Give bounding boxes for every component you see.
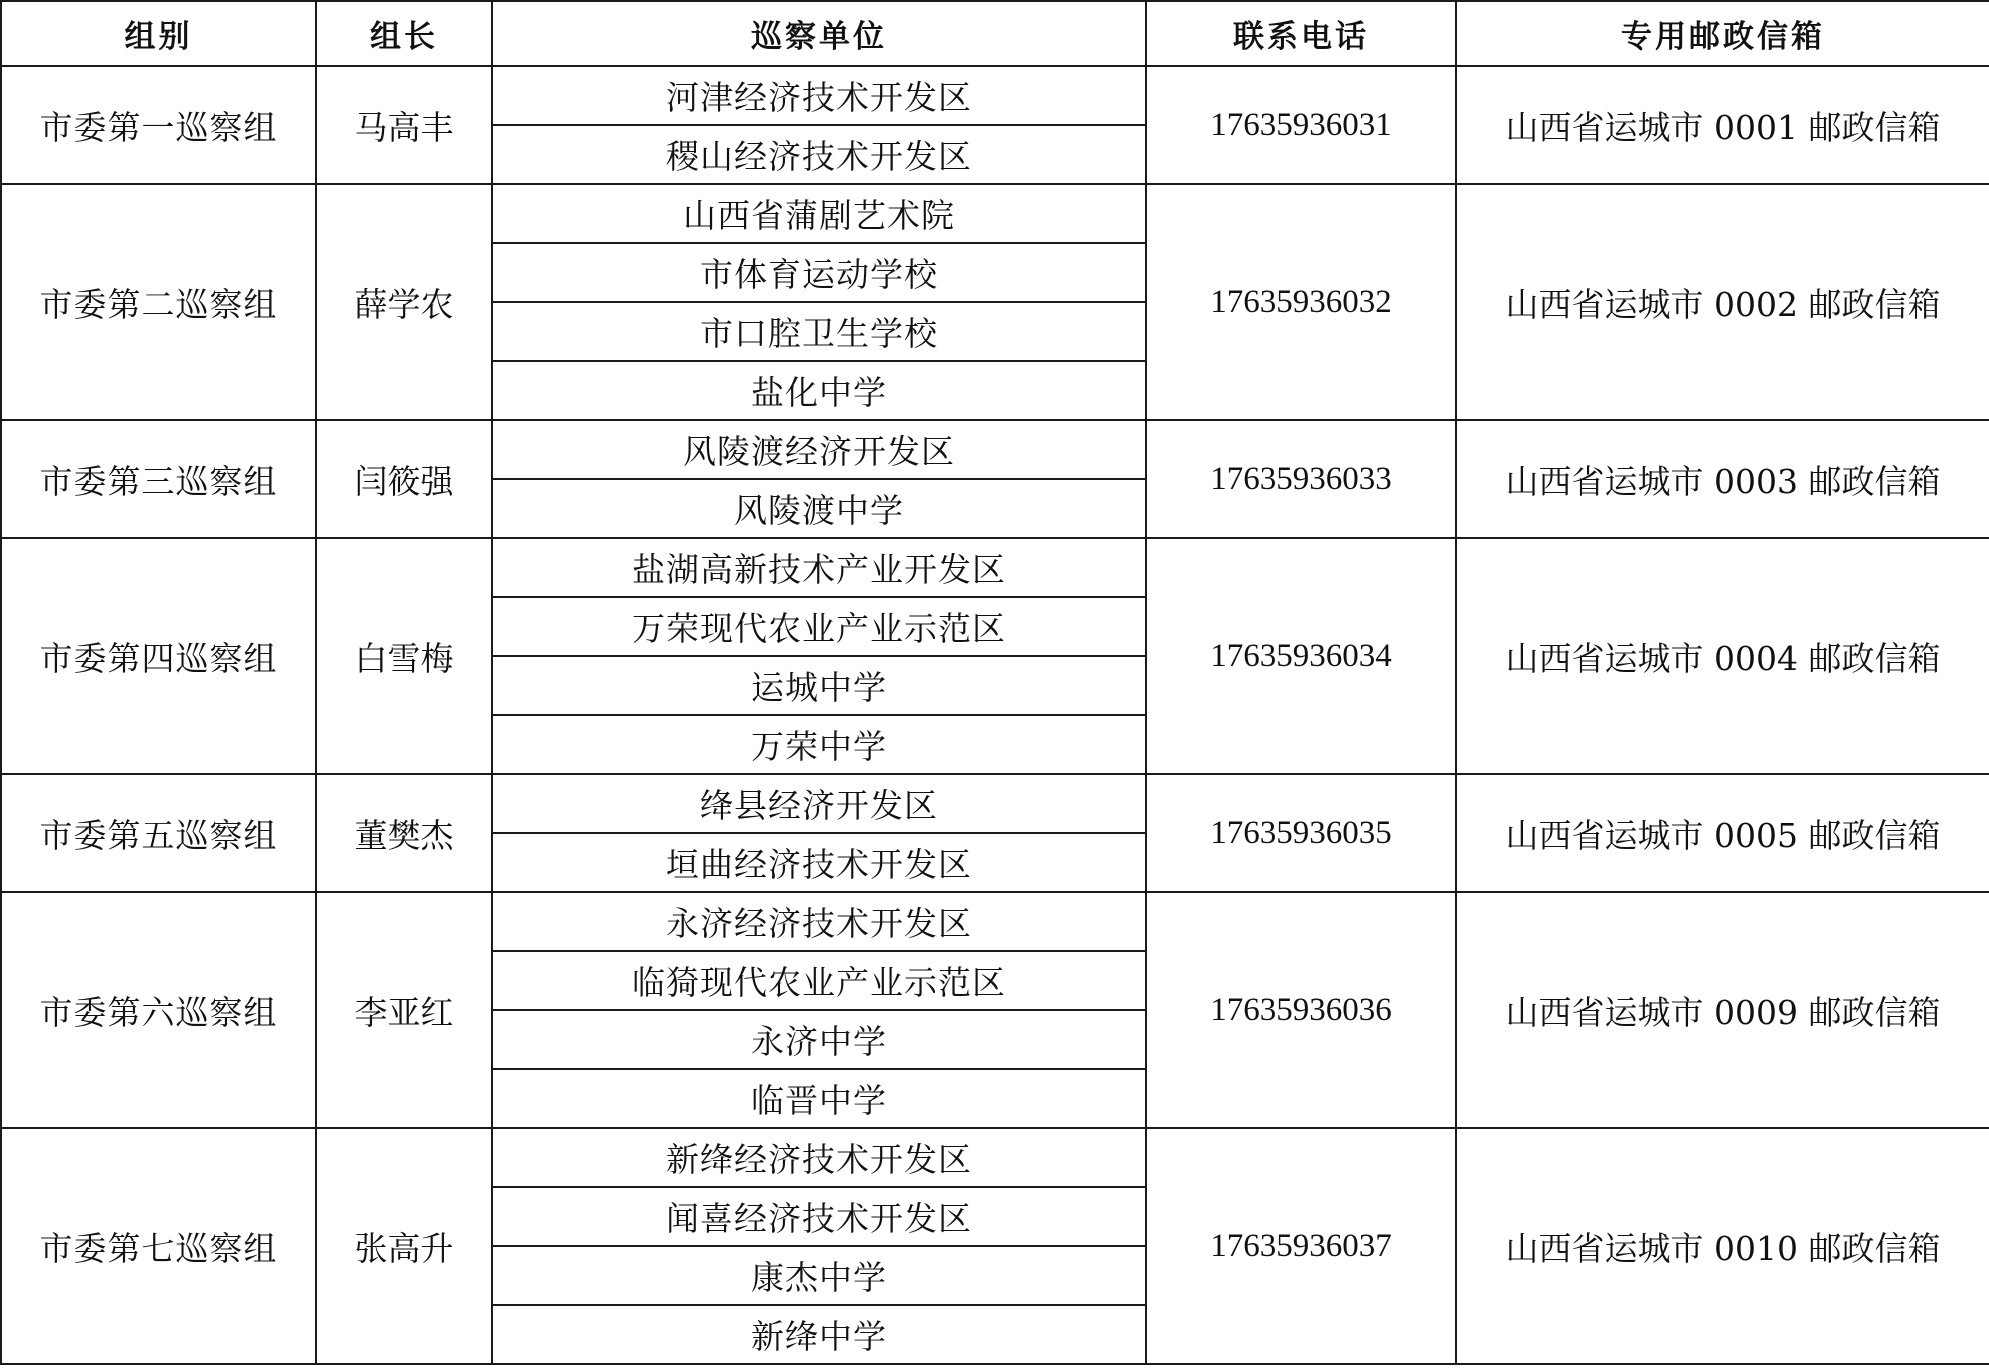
inspected-unit: 风陵渡经济开发区 xyxy=(492,420,1146,479)
group-name: 市委第四巡察组 xyxy=(1,538,316,774)
inspected-unit: 盐化中学 xyxy=(492,361,1146,420)
group-name: 市委第三巡察组 xyxy=(1,420,316,538)
contact-phone: 17635936037 xyxy=(1146,1128,1456,1364)
inspected-unit: 新绛中学 xyxy=(492,1305,1146,1364)
inspected-unit: 市口腔卫生学校 xyxy=(492,302,1146,361)
contact-phone: 17635936032 xyxy=(1146,184,1456,420)
group-leader: 马高丰 xyxy=(316,66,492,184)
group-name: 市委第七巡察组 xyxy=(1,1128,316,1364)
header-group: 组别 xyxy=(1,1,316,66)
inspected-unit: 河津经济技术开发区 xyxy=(492,66,1146,125)
postal-mailbox: 山西省运城市 0001 邮政信箱 xyxy=(1456,66,1989,184)
postal-mailbox: 山西省运城市 0005 邮政信箱 xyxy=(1456,774,1989,892)
group-leader: 白雪梅 xyxy=(316,538,492,774)
inspected-unit: 康杰中学 xyxy=(492,1246,1146,1305)
inspected-unit: 盐湖高新技术产业开发区 xyxy=(492,538,1146,597)
group-leader: 李亚红 xyxy=(316,892,492,1128)
inspected-unit: 新绛经济技术开发区 xyxy=(492,1128,1146,1187)
postal-mailbox: 山西省运城市 0003 邮政信箱 xyxy=(1456,420,1989,538)
table-body xyxy=(1,66,1989,1364)
inspected-unit: 山西省蒲剧艺术院 xyxy=(492,184,1146,243)
header-mailbox: 专用邮政信箱 xyxy=(1456,1,1989,66)
group-name: 市委第一巡察组 xyxy=(1,66,316,184)
group-leader: 闫筱强 xyxy=(316,420,492,538)
table-row xyxy=(1,420,1989,479)
inspected-unit: 绛县经济开发区 xyxy=(492,774,1146,833)
group-leader: 薛学农 xyxy=(316,184,492,420)
inspected-unit: 万荣现代农业产业示范区 xyxy=(492,597,1146,656)
group-name: 市委第二巡察组 xyxy=(1,184,316,420)
group-name: 市委第六巡察组 xyxy=(1,892,316,1128)
postal-mailbox: 山西省运城市 0009 邮政信箱 xyxy=(1456,892,1989,1128)
header-row xyxy=(1,1,1989,66)
inspected-unit: 闻喜经济技术开发区 xyxy=(492,1187,1146,1246)
contact-phone: 17635936035 xyxy=(1146,774,1456,892)
inspected-unit: 垣曲经济技术开发区 xyxy=(492,833,1146,892)
table-row xyxy=(1,892,1989,951)
inspected-unit: 万荣中学 xyxy=(492,715,1146,774)
header-phone: 联系电话 xyxy=(1146,1,1456,66)
contact-phone: 17635936031 xyxy=(1146,66,1456,184)
inspected-unit: 永济中学 xyxy=(492,1010,1146,1069)
contact-phone: 17635936033 xyxy=(1146,420,1456,538)
contact-phone: 17635936034 xyxy=(1146,538,1456,774)
inspected-unit: 市体育运动学校 xyxy=(492,243,1146,302)
inspected-unit: 临猗现代农业产业示范区 xyxy=(492,951,1146,1010)
inspected-unit: 风陵渡中学 xyxy=(492,479,1146,538)
postal-mailbox: 山西省运城市 0010 邮政信箱 xyxy=(1456,1128,1989,1364)
postal-mailbox: 山西省运城市 0004 邮政信箱 xyxy=(1456,538,1989,774)
table-row xyxy=(1,1128,1989,1187)
table-row xyxy=(1,774,1989,833)
header-units: 巡察单位 xyxy=(492,1,1146,66)
table-row xyxy=(1,184,1989,243)
contact-phone: 17635936036 xyxy=(1146,892,1456,1128)
inspected-unit: 运城中学 xyxy=(492,656,1146,715)
inspected-unit: 稷山经济技术开发区 xyxy=(492,125,1146,184)
header-leader: 组长 xyxy=(316,1,492,66)
group-leader: 张高升 xyxy=(316,1128,492,1364)
inspected-unit: 永济经济技术开发区 xyxy=(492,892,1146,951)
inspected-unit: 临晋中学 xyxy=(492,1069,1146,1128)
table-row xyxy=(1,538,1989,597)
group-name: 市委第五巡察组 xyxy=(1,774,316,892)
table-row xyxy=(1,66,1989,125)
group-leader: 董樊杰 xyxy=(316,774,492,892)
postal-mailbox: 山西省运城市 0002 邮政信箱 xyxy=(1456,184,1989,420)
